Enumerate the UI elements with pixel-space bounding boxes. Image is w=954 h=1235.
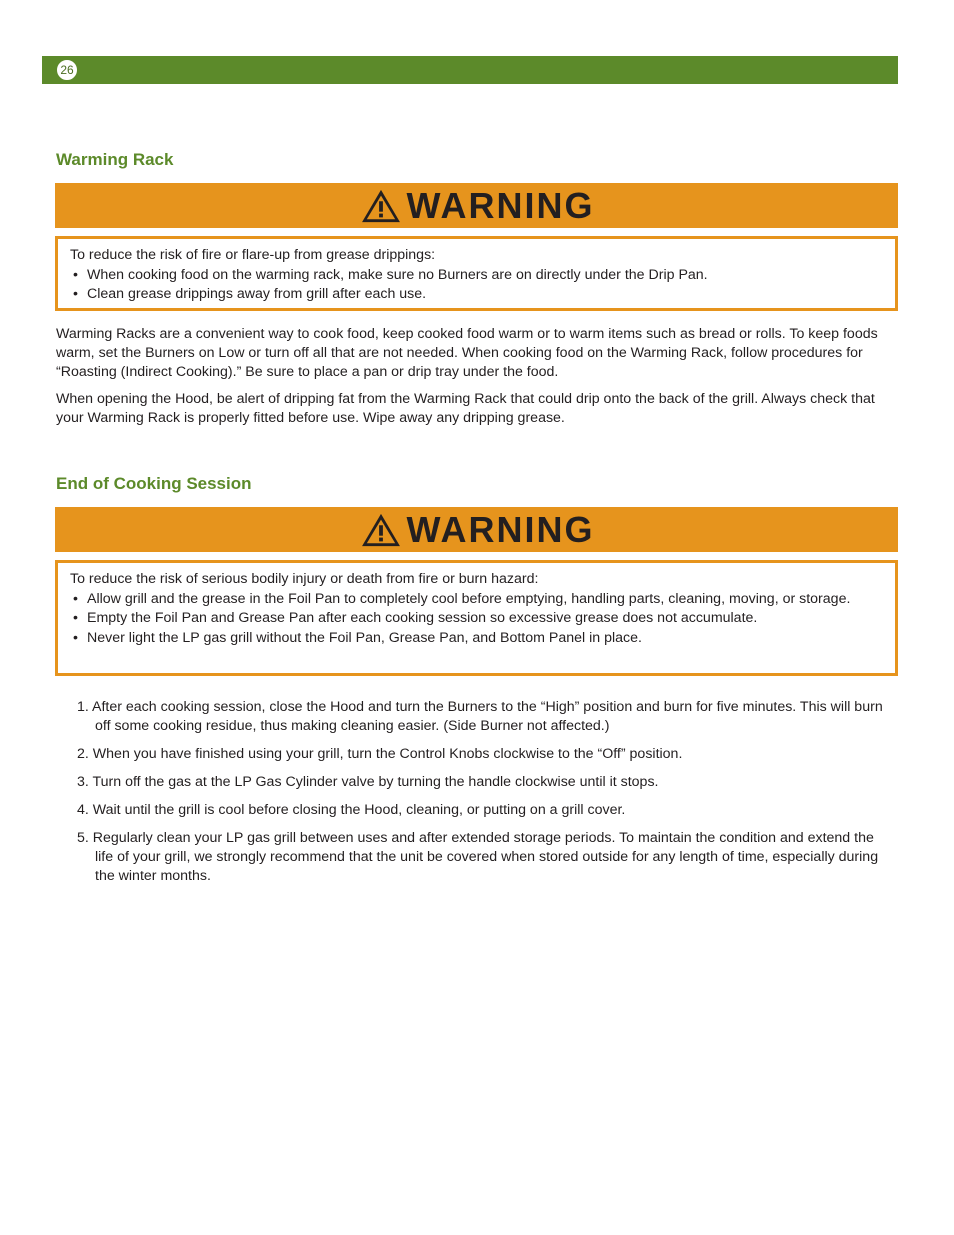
- warning-label: WARNING: [406, 509, 595, 550]
- warning-box-warming-rack: [55, 236, 898, 311]
- page-number: 26: [56, 59, 78, 81]
- warning-item: • Never light the LP gas grill without the Foil Pan, Grease Pan, and Bottom Panel in place.: [70, 629, 883, 649]
- section-title-end-of-cooking: End of Cooking Session: [56, 474, 252, 493]
- warning-item: • Clean grease drippings away from grill after each use.: [70, 285, 883, 305]
- warning-item: • Empty the Foil Pan and Grease Pan after each cooking session so excessive grease does not accumulate.: [70, 609, 883, 629]
- procedure-step: 4. Wait until the grill is cool before closing the Hood, cleaning, or putting on a grill cover.: [77, 802, 626, 818]
- warning-list: [70, 590, 883, 649]
- procedure-step: 1. After each cooking session, close the Hood and turn the Burners to the “High” position and burn for five minutes. This will burn off some cooking residue, thus making cleaning easier. (Side Burner not affected.): [77, 699, 883, 734]
- body-paragraph: Warming Racks are a convenient way to cook food, keep cooked food warm or to warm items such as bread or rolls. To keep foods warm, set the Burners on Low or turn off all that are not needed. When cooking food on the Warming Rack, follow procedures for “Roasting (Indirect Cooking).” Be sure to place a pan or drip tray under the food.: [56, 326, 878, 380]
- warning-intro: To reduce the risk of fire or flare-up from grease drippings:: [70, 247, 436, 263]
- warning-box-end-of-cooking: [55, 560, 898, 676]
- warning-intro: To reduce the risk of serious bodily injury or death from fire or burn hazard:: [70, 571, 539, 587]
- section-title-warming-rack: Warming Rack: [56, 150, 174, 169]
- page-header-bar: [42, 56, 898, 84]
- body-paragraph: When opening the Hood, be alert of dripping fat from the Warming Rack that could drip onto the back of the grill. Always check that your Warming Rack is properly fitted before use. Wipe away any dripping grease.: [56, 391, 875, 426]
- warning-banner-end-of-cooking: [55, 507, 898, 552]
- procedure-step: 2. When you have finished using your grill, turn the Control Knobs clockwise to the “Off” position.: [77, 746, 683, 762]
- procedure-steps: [67, 698, 887, 895]
- warning-label: WARNING: [406, 185, 595, 226]
- warning-triangle-icon: [359, 512, 403, 548]
- procedure-step: 3. Turn off the gas at the LP Gas Cylinder valve by turning the handle clockwise until it stops.: [77, 774, 659, 790]
- warning-list: [70, 266, 883, 305]
- warning-item: • Allow grill and the grease in the Foil Pan to completely cool before emptying, handling parts, cleaning, moving, or storage.: [70, 590, 883, 610]
- warning-triangle-icon: [359, 188, 403, 224]
- warning-item: • When cooking food on the warming rack, make sure no Burners are on directly under the Drip Pan.: [70, 266, 883, 286]
- procedure-step: 5. Regularly clean your LP gas grill between uses and after extended storage periods. To maintain the condition and extend the life of your grill, we strongly recommend that the unit be covered when stored outside for any length of time, especially during the winter months.: [77, 830, 879, 884]
- warning-banner-warming-rack: [55, 183, 898, 228]
